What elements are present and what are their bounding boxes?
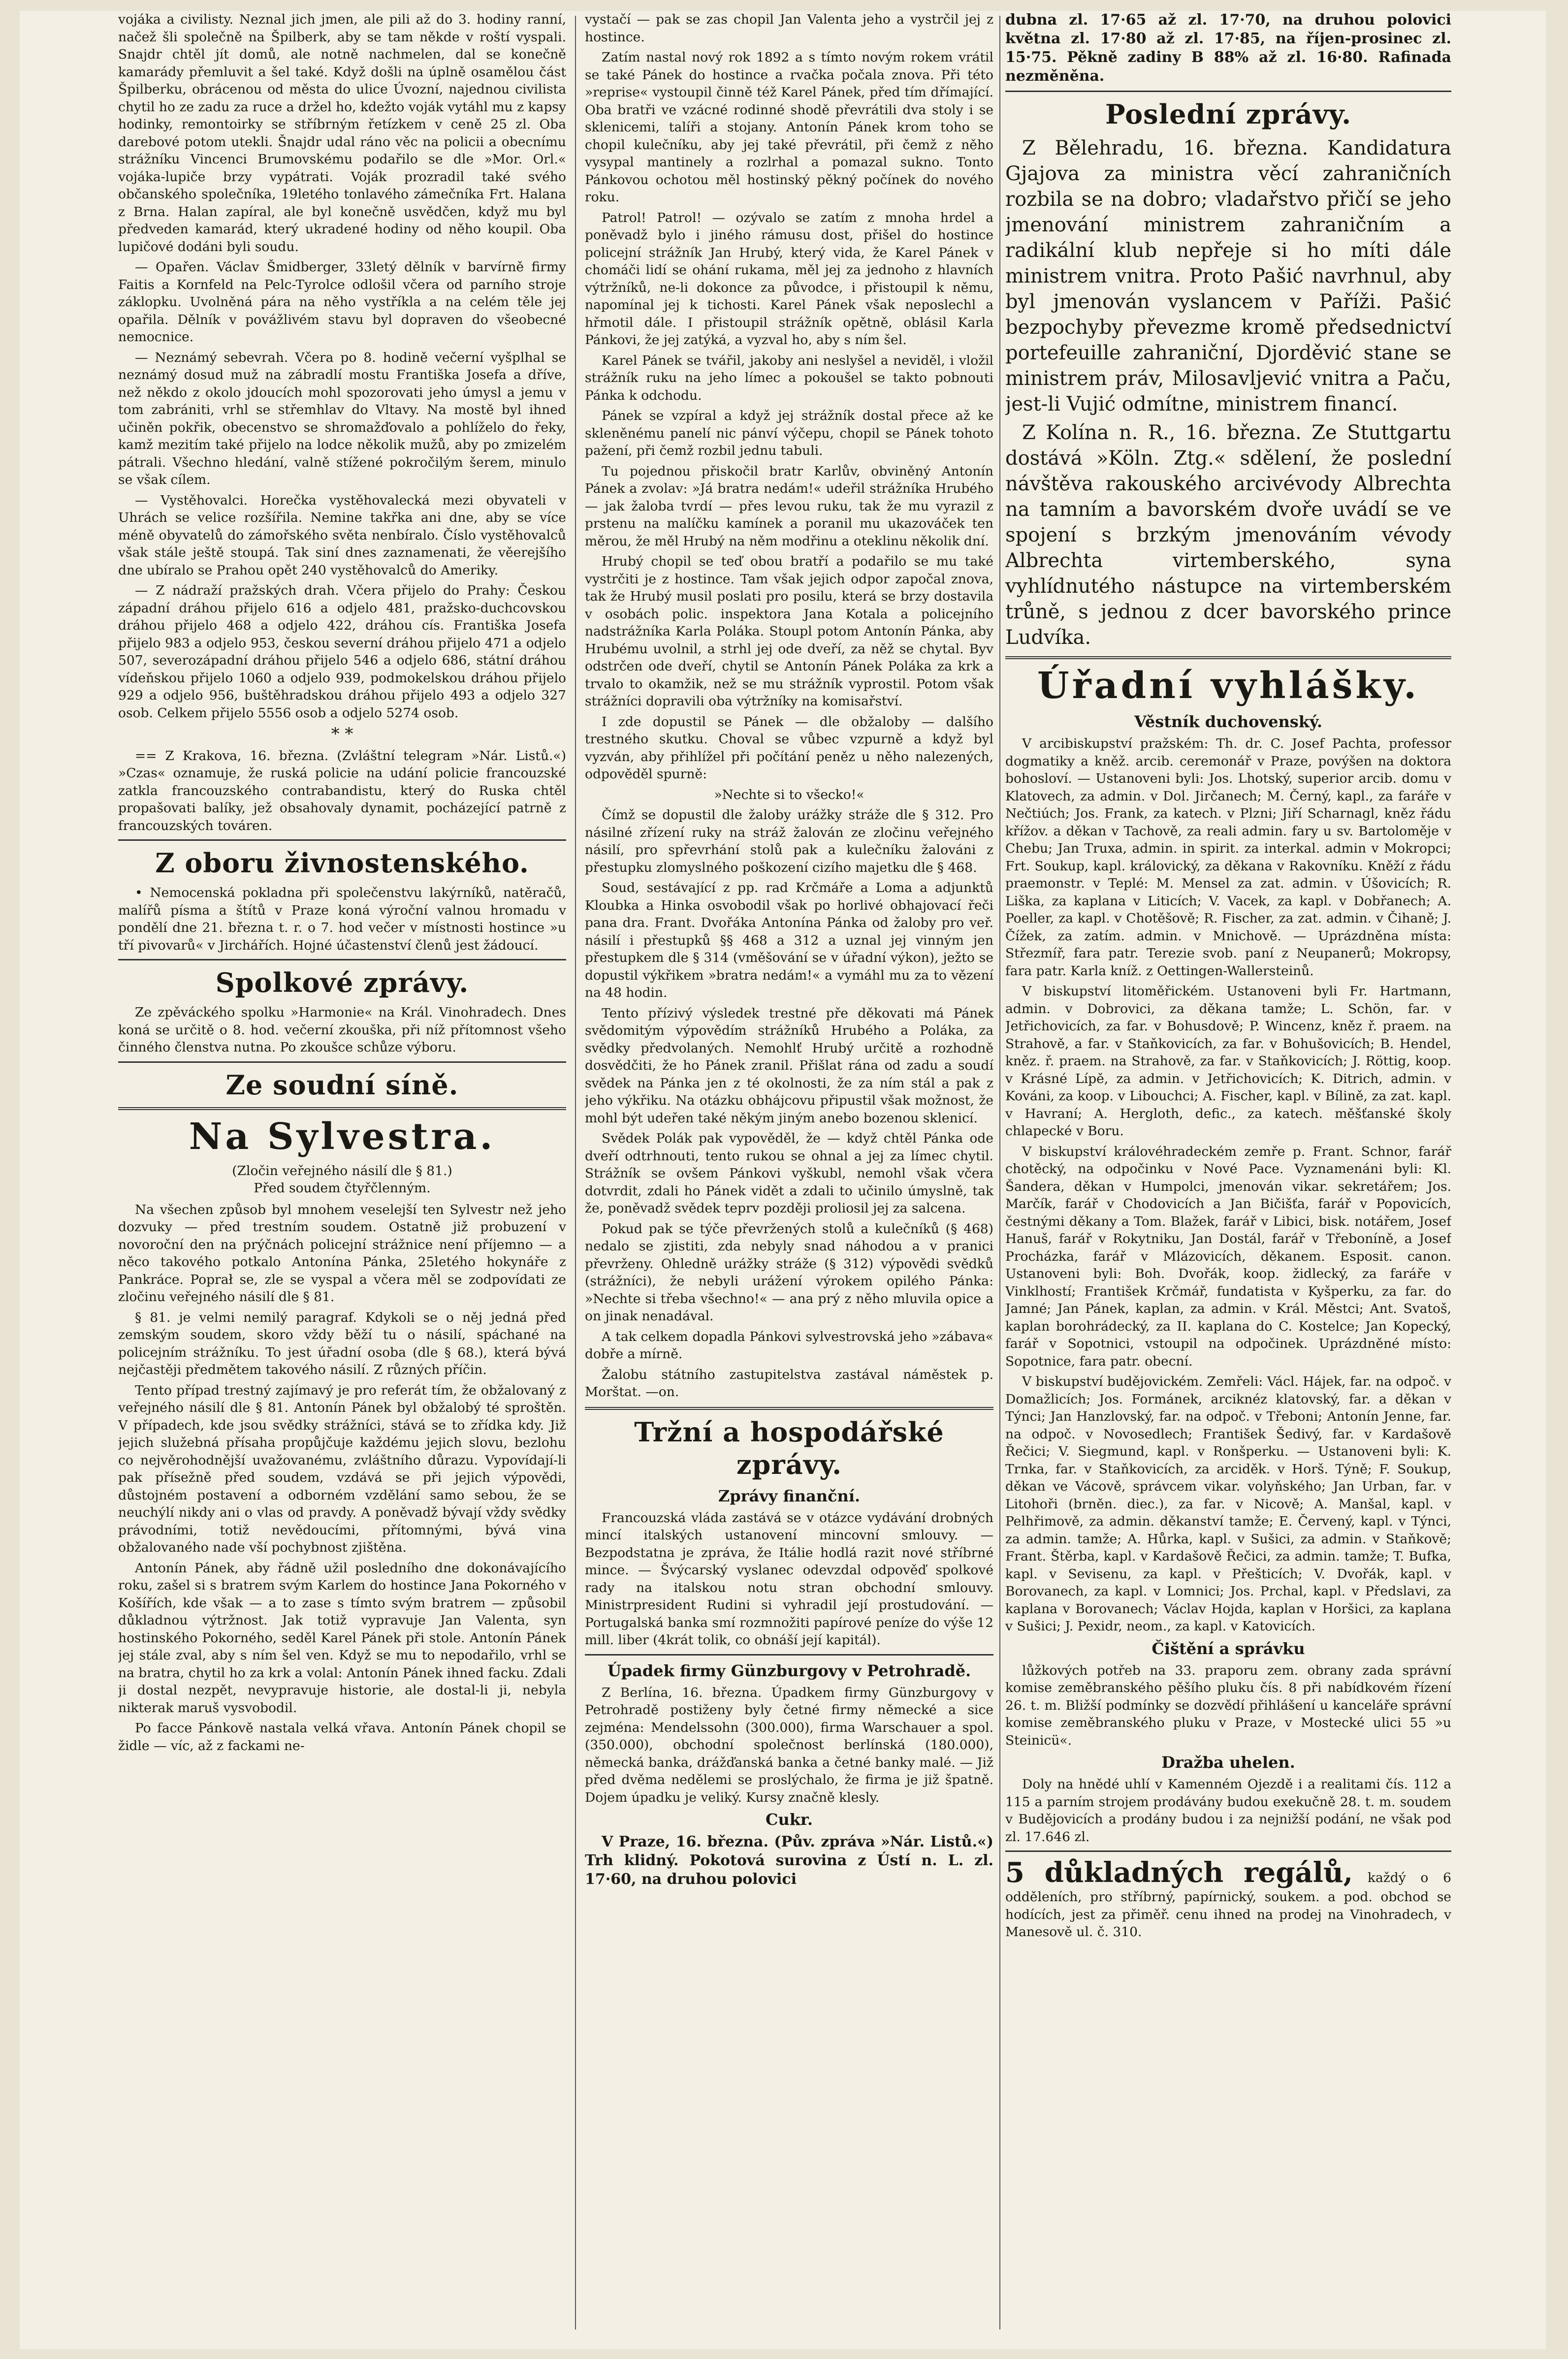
article-paragraph: Hrubý chopil se teď obou bratří a podařilo se mu také vystrčiti je z hostince. Tam však jejich odpor započal znova, tak že Hrubý musil poslati pro posilu, která se brzy dostavila v osobách polic. inspektora Jana Kotala a policejního nadstrážníka Karla Poláka. Stoupl potom Antonín Pánka, aby Hrubému uvolnil, a strhl jej ode dveří, za něž se chytal. Byv odstrčen ode dveří, chytil se Antonín Pánek Poláka za krk a trvalo to okamžik, než se mu strážník vyprostil. Potom však strážníci dopravili oba výtržníky na komisařství. — [585, 554, 993, 709]
article-paragraph: Po facce Pánkově nastala velká vřava. Antonín Pánek chopil se židle — víc, až z fackami ne- — [118, 1721, 566, 1753]
market-report: V Praze, 16. března. (Pův. zpráva »Nár. Listů.«) Trh klidný. Pokotová surovina z Ústí n. L. zl. 17·60, na druhou polovici — [585, 1833, 993, 1888]
subsection-heading-drazba: Dražba uhelen. — [1161, 1753, 1295, 1772]
article-paragraph: Svědek Polák pak vypověděl, že — když chtěl Pánka ode dveří odtrhnouti, tento rukou se ohnal a jej za límec chytil. Strážník se ovšem Pánkovi vyškubl, nemohl však včera dotvrdit, zdali ho Pánek vidět a zdali to učinilo úmyslně, tak že, poněvadž svědek teprv později proliosil jej za salcena. — [585, 1131, 993, 1216]
divider — [1005, 1850, 1451, 1852]
subsection-heading-financni: Zprávy finanční. — [718, 1486, 861, 1505]
telegram-krakov: == Z Krakova, 16. března. (Zvláštní telegram »Nár. Listů.«) »Czas« oznamuje, že ruská policie na udání policie francouzské zatkla francouzského contrabandistu, který do Ruska chtěl propašovati balíky, jež obsahovaly dynamit, pocházející patrně z francouzských továren. — [118, 748, 566, 833]
news-kolin: Z Kolína n. R., 16. března. Ze Stuttgartu dostává »Köln. Ztg.« sdělení, že poslední návštěva rakouského arcivévody Albrechta na tamním a bavorském dvoře uvádí se ve spojení s brzkým jmenováním vévody Albrechta virtemberského, syna vyhlídnutého nástupce na virtemberském trůně, s jednou z dcer bavorského prince Ludvíka. — [1005, 421, 1451, 649]
article-paragraph: vystačí — pak se zas chopil Jan Valenta jeho a vystrčil jej z hostince. — [585, 12, 993, 45]
market-report-continued: dubna zl. 17·65 až zl. 17·70, na druhou polovici května zl. 17·80 až zl. 17·85, na říjen-prosinec zl. 15·75. Pěkně zadiny B 88% až zl. 16·80. Rafinada nezměněna. — [1005, 11, 1451, 85]
article-paragraph: Pokud pak se týče převržených stolů a kulečníků (§ 468) nedalo se zjistiti, zda nebyly snad náhodou a v pranici převrženy. Ohledně urážky stráže (§ 312) výpovědi svědků (strážníci), že nebyli urážení výrokem opilého Pánka: »Nechte si třeba všechno!« — ana prý z něho mluvila opice a on jinak nenadával. — [585, 1221, 993, 1324]
subsection-heading-cukr: Cukr. — [766, 1810, 813, 1829]
article-paragraph: Čímž se dopustil dle žaloby urážky stráže dle § 312. Pro násilné zřízení ruky na stráž žalován ze zločinu veřejného násilí, pro spřevrhání stolů pak a kulečníku žalováni z přestupku zlomyslného poškození cizího majetku dle § 468. — [585, 807, 993, 875]
notice-harmonie: Ze zpěváckého spolku »Harmonie« na Král. Vinohradech. Dnes koná se určitě o 8. hod. večerní zkouška, při níž přítomnost všeho činného členstva nutna. Po zkoušce schůze výboru. — [118, 1005, 566, 1055]
divider — [1005, 91, 1451, 92]
column-rule — [575, 16, 576, 2329]
article-text: vojáka a civilisty. Neznal jich jmen, ale pili až do 3. hodiny ranní, načež šli společně na Špilberk, aby se tam někde v roští vyspali. Snajdr chtěl jít domů, ale notně nachmelen, dal se konečně kamarády přemluvit a šel také. Když došli na úplně osamělou část Špilberku, obrácenou od města do ulice Úvozní, najednou civilista chytil ho ze zadu za ruce a držel ho, kdežto voják vytáhl mu z kapsy hodinky, remontoirky se stříbrným řetízkem v ceně 25 zl. Oba darebové potom utekli. Šnajdr udal ráno věc na policii a obecnímu strážníku Vincenci Brumovskému podařilo se dle »Mor. Orl.« vojáka-lupiče brzy vypátrati. Voják prozradil také svého občanského společníka, 19letého tonlavého zámečníka Frt. Halana z Brna. Halan zapíral, ale byl konečně usvědčen, když mu byl předveden kamarád, který ukradené hodiny od něho koupil. Oba lupičové dodáni byli soudu. — [118, 12, 566, 255]
article-paragraph: Pánek se vzpíral a když jej strážník dostal přece až ke skleněnému panelí nic pánví výčepu, chopil se Pánek tohoto pažení, při čemž rozbil jednu tabuli. — [585, 408, 993, 458]
column-left — [118, 11, 566, 2334]
section-heading-uredni: Úřadní vyhlášky. — [1037, 665, 1419, 707]
article-paragraph: Antonín Pánek, aby řádně užil posledního dne dokonávajícího roku, zašel si s bratrem svým Karlem do hostince Jana Pokorného v Košířích, kde však — a to zase s tímto svým bratrem — způsobil důkladnou výtržnost. Jak totiž vypravuje Jan Valenta, syn hostinského Pokorného, seděl Karel Pánek při stole. Antonín Pánek jej stále zval, aby s ním šel ven. Když se mu to nepodařilo, vrhl se na bratra, chytil ho za krk a volal: Antonín Pánek ihned facku. Zdali ji dostal nezpět, nevypravuje historie, ale dostal-li ji, nebyla nikterak maruš vysvobodil. — [118, 1560, 566, 1716]
section-heading-zivnost: Z oboru živnostenského. — [155, 847, 529, 879]
news-item-opaření: — Opařen. Václav Šmidberger, 33letý dělník v barvírně firmy Faitis a Kornfeld na Pelc-Tyrolce odlošil včera od parního stroje záklopku. Uvolněná pára na něho vystříkla a na celém těle jej opařila. Dělník v povážlivém stavu byl dopraven do všeobecné nemocnice. — [118, 259, 566, 345]
newspaper-page — [20, 11, 1546, 2349]
news-item-nadrazi: — Z nádraží pražských drah. Včera přijelo do Prahy: Českou západní dráhou přijelo 616 a odjelo 481, pražsko-duchcovskou dráhou přijelo 468 a odjelo 422, dráhou cís. Františka Josefa přijelo 983 a odjelo 953, českou severní dráhou přijelo 471 a odjelo 507, severozápadní dráhou přijelo 546 a odjelo 686, státní dráhou vídeňskou přijelo 1060 a odjelo 939, podmokelskou dráhou přijelo 929 a odjelo 956, buštěhradskou dráhou přijelo 493 a odjelo 327 osob. Celkem přijelo 5556 osob a odjelo 5274 osob. — [118, 583, 566, 721]
section-heading-soudni: Ze soudní síně. — [225, 1069, 459, 1101]
advertisement — [1005, 1857, 1451, 1941]
notice-paragraph: V biskupství budějovickém. Zemřeli: Václ. Hájek, far. na odpoč. v Domažlicích; Jos. Formánek, arciknéz klatovský, far. a děkan v Týnci; Jan Hanzlovský, far. na odpoč. v Třeboni; Antonín Jenne, far. na odpoč. v Novosedlech; František Šedivý, far. v Kardašově Řečici; V. Siegmund, kapl. v Ronšperku. — Ustanoveni byli: K. Trnka, far. v Staňkovicích, za arciděk. v Horš. Týně; F. Soukup, děkan ve Vácově, správcem vikar. volyňského; Jan Urban, far. v Litohoři (brněn. diec.), za far. v Nicově; A. Manšal, kapl. v Pelhřimově, za admin. děkanství tamže; E. Červený, kapl. v Týnci, za admin. tamže; A. Hůrka, kapl. v Sušici, za admin. v Staňkově; Frant. Štěrba, kapl. v Kardašově Řečici, za admin. tamže; T. Bufka, kapl. v Sevisenu, za kapl. v Přešticích; V. Dvořák, kapl. v Borovanech, za kapl. v Lomnici; Jos. Prchal, kapl. v Předslavi, za kaplana v Borovanech; Václav Hojda, kaplan v Horšici, za kaplana v Sušici; J. Pexidr, neom., za kapl. v Katovicích. — [1005, 1374, 1451, 1634]
article-paragraph: Tento případ trestný zajímavý je pro referát tím, že obžalovaný z veřejného násilí dle § 81. Antonín Pánek byl obžalobý té sproštěn. V případech, kde jsou svědky strážníci, stává se to zřídka kdy. Již jejich služebná přísaha propůjčuje každému jejich slovu, bezlohu co nejvěrohodnější uvažovanému, zvláštního důrazu. Vypovídají-li pak přísežně před soudem, vzdává se při jejich výpovědi, důstojném postavení a odborném vzdělání samo sebou, že se neuchýlí nikdy ani o vlas od pravdy. A poněvadž bývají vždy svědky právodními, totiž nevědoucími, přítomnými, bývá vina obžalovaného nade vší pochybnost zjištěna. — [118, 1382, 566, 1555]
article-paragraph: Francouzská vláda zastává se v otázce vydávání drobných mincí italských ustanovení mincovní smlouvy. — Bezpodstatna je zpráva, že Itálie hodlá razit nové stříbrné mince. — Švýcarský vyslanec odevzdal odpověď spolkové rady na italskou notu stran obchodní smlouvy. Ministrpresident Rudini si vyhradil její prostudování. — Portugalská banka smí rozmnožiti papírové peníze do výše 12 mill. liber (4krát tolik, co obnáší její kapitál). — [585, 1510, 993, 1648]
article-signature: Žalobu státního zastupitelstva zastával náměstek p. Morštat. —on. — [585, 1367, 993, 1400]
column-rule — [999, 16, 1000, 2329]
notice-paragraph: V arcibiskupství pražském: Th. dr. C. Josef Pachta, professor dogmatiky a kněž. arcib. ceremonář v Praze, povýšen na doktora bohosloví. — Ustanoveni byli: Jos. Lhotský, superior arcib. domu v Klatovech, za admin. v Dol. Jirčanech; M. Černý, kapl., za faráře v Nečtiúch; Jos. Frank, za katech. v Plzni; Jiří Scharnagl, kněz řádu křížov. a děkan v Tachově, za reali admin. fary u sv. Bartoloměje v Chebu; Jan Truxa, admin. in spirit. za interkal. admin v Mokropci; Frt. Soukup, kapl. královický, za děkana v Rakovníku. Kněží z řádu praemonstr. v Teplé: M. Mensel za zat. admin. v Úšovicích; R. Liška, za kaplana v Liticích; V. Vacek, za kapl. v Dobřanech; A. Poeller, za kapl. v Chotěšově; R. Fischer, za zat. admin. v Čihaně; J. Čížek, za zatím. admin. v Mnichově. — Uprázdněna místa: Střezmíř, fara patr. Terezie svob. paní z Neupanerů; Mokropsy, fara patr. Karla kníž. z Oettingen-Wallersteinů. — [1005, 736, 1451, 979]
column-middle — [585, 11, 993, 2334]
divider — [118, 839, 566, 841]
article-subtitle: Před soudem čtyřčlenným. — [254, 1180, 431, 1196]
article-paragraph: A tak celkem dopadla Pánkovi sylvestrovská jeho »zábava« dobře a mírně. — [585, 1329, 993, 1362]
news-item-sebevrah: — Neznámý sebevrah. Včera po 8. hodině večerní vyšplhal se neznámý dosud muž na zábradlí mostu Františka Josefa a dříve, než někdo z okolo jdoucích mohl spozorovati jeho úmysl a jemu v tom zabrániti, vrhl se střemhlav do Vltavy. Na mostě byl ihned učiněn pokřik, obecenstvo se shromažďovalo a pohlíželo do řeky, kamž mezitím také přijelo na lodce několik mužů, aby po zmizelém pátrali. Všechno hledání, valně stížené pokročilým šerem, minulo se však cílem. — [118, 350, 566, 487]
section-heading-posledni: Poslední zprávy. — [1105, 98, 1351, 130]
divider — [118, 959, 566, 960]
divider — [118, 1107, 566, 1110]
article-paragraph: § 81. je velmi nemilý paragraf. Kdykoli se o něj jedná před zemským soudem, skoro vždy běží tu o násilí, spáchané na policejním strážníku. To jest úřadní osoba (dle § 68.), která bývá nejčastěji předmětem takového násilí. Z různých příčin. — [118, 1309, 566, 1377]
article-paragraph: Tu pojednou přiskočil bratr Karlův, obviněný Antonín Pánek a zvolav: »Já bratra nedám!« udeřil strážníka Hrubého — jak žaloba tvrdí — přes levou ruku, tak že mu vyrazil z prstenu na malíčku kamínek a poranil mu ukazováček ten měrou, že měl Hrubý na něm modřinu a oteklinu několik dní. — [585, 463, 993, 549]
article-paragraph: Zatím nastal nový rok 1892 a s tímto novým rokem vrátil se také Pánek do hostince a rvačka počala znova. Při této »reprise« vystoupil činně též Karel Pánek, před tím dřímající. Oba bratři ve vzácné rodinné shodě převrátili dva stoly i se sklenicemi, talíři a stojany. Antonín Pánek krom toho se chopil kulečníku, aby jej také převrátil, při čemž z něho vysypal mantinely a rozlrhal a pomazal sukno. Tonto Pánkovou ochotou měl hostinský pěkný počínek do nového roku. — [585, 50, 993, 205]
divider — [118, 1061, 566, 1063]
column-right — [1005, 11, 1451, 2334]
article-paragraph: Patrol! Patrol! — ozývalo se zatím z mnoha hrdel a poněvadž bylo i jiného rámusu dost, přišel do hostince policejní strážník Jan Hrubý, který vida, že Karel Pánek v chomáči lidí se ohání rukama, měl jej za jednoho z hlavních výtržníků, ne-li dokonce za původce, i přistoupil k němu, napomínal jej k tichosti. Karel Pánek však neposlechl a hřmotil dále. I přistoupil strážník opětně, oblásil Karla Pánkovi, že jej zatýká, a vyzval ho, aby s ním šel. — [585, 210, 993, 348]
divider — [585, 1407, 993, 1410]
ad-title: 5 důkladných regálů, — [1005, 1856, 1353, 1889]
subsection-heading-upadek: Úpadek firmy Günzburgovy v Petrohradě. — [607, 1661, 971, 1680]
divider — [585, 1654, 993, 1656]
quote: »Nechte si to všecko!« — [714, 787, 864, 802]
section-heading-spolkove: Spolkové zprávy. — [215, 967, 469, 998]
notice-paragraph: Doly na hnědé uhlí v Kamenném Ojezdě i a realitami čís. 112 a 115 a parním strojem prodávány budou exekučně 28. t. m. soudem v Budějovicích a prodány budou i za nejnižší podání, ne však pod zl. 17.646 zl. — [1005, 1777, 1451, 1845]
subsection-heading-cisteni: Čištění a správku — [1152, 1639, 1305, 1658]
section-heading-trzni: Tržní a hospodářské zprávy. — [634, 1416, 944, 1480]
notice-paragraph: lůžkových potřeb na 33. praporu zem. obrany zada správní komise zeměbranského pěšího pluku čís. 8 při nabídkovém řízení 26. t. m. Bližší podmínky se dozvědí přihlášení u kanceláře správní komise zeměbranského pluku v Praze, v Mostecké ulici 55 »u Steinicü«. — [1005, 1662, 1451, 1748]
article-paragraph: Tento přízivý výsledek trestné pře děkovati má Pánek svědomitým výpovědím strážníků Hrubého a Poláka, za svědky předvolaných. Nemohlť Hrubý určitě a rozhodně dosvědčiti, že ho Pánek zranil. Přišlat rána od zadu a soudí svědek na Pánka jen z té okolnosti, že za ním stál a pak z jeho výkřiku. Na otázku obhájcovu připustil však možnost, že mohl být udeřen také někým jiným anebo bozenou sklenicí. — [585, 1005, 993, 1126]
subsection-heading-vestnik: Věstník duchovenský. — [1134, 712, 1322, 731]
article-paragraph: Z Berlína, 16. března. Úpadkem firmy Günzburgovy v Petrohradě postiženy byly četné firmy německé a sice zejména: Mendelssohn (300.000), firma Warschauer a spol. (350.000), obchodní společnost berlínská (180.000), německá banka, drážďanská banka a četné banky malé. — Již před dvěma nedělemi se proslýchalo, že firma je již špatně. Dojem úpadku je veliký. Kursy značně klesly. — [585, 1685, 993, 1805]
news-belehrad: Z Bělehradu, 16. března. Kandidatura Gjajova za ministra věcí zahraničních rozbila se na dobro; vladařstvo přičí se jeho jmenování ministrem zahraničním a radikální klub nepřeje si ho míti dále ministrem vnitra. Proto Pašić navrhnul, aby byl jmenován vyslancem v Paříži. Pašić bezpochyby převezme kromě předsednictví portefeuille zahraniční, Djorděvić stane se ministrem práv, Milosavljević vnitra a Paču, jest-li Vujić odmítne, ministrem financí. — [1005, 137, 1451, 415]
article-paragraph: Soud, sestávající z pp. rad Krčmáře a Loma a adjunktů Kloubka a Hinka osvobodil však po horlivé obhajovací řeči pana dra. Frant. Dvořáka Antonína Pánka od žaloby pro veř. násilí i přestupků §§ 468 a 312 a uznal jej vinným jen přestupkem dle § 314 (vměšování se v úřadní výkon), ježto se dopustil výkřikem »bratra nedám!« a vymáhl mu za to vězení na 48 hodin. — [585, 880, 993, 1000]
notice-nemocenska: • Nemocenská pokladna při společenstvu lakýrníků, natěračů, malířů písma a štítů v Praze koná výroční valnou hromadu v pondělí dne 21. března t. r. o 7. hod večer v místnosti hostince »u tří pivovarů« v Jirchářích. Hojné účastenství členů jest žádoucí. — [118, 885, 566, 953]
notice-paragraph: V biskupství královéhradeckém zemře p. Frant. Schnor, farář chotěcký, na odpočinku v Nové Pace. Vyznamenáni byli: Kl. Šandera, děkan v Humpolci, jmenován vikar. sekretářem; Jos. Marčík, farář v Chodovicích a Jan Bičišťa, farář v Popovicích, čestnými děkany a Tom. Blažek, farář v Libici, bisk. notářem, Josef Hanuš, farář v Rokytniku, Jan Dostál, farář v Třeboníně, a Josef Procházka, farář v Mlázovicích, děkanem. Esposit. canon. Ustanoveni byli: Boh. Dvořák, koop. židlecký, za faráře v Vinklhostí; František Krčmář, fundatista v Kyšperku, za far. do Jamné; Jan Pánek, kaplan, za admin. v Král. Městci; Ant. Svatoš, kaplan borohrádecký, za II. kaplana do C. Kostelce; Jan Kopecký, farář v Sopotnici, vstoupil na odpočinek. Uprázdněné místo: Sopotnice, fara patr. obecní. — [1005, 1144, 1451, 1369]
news-item-vystehovalci: — Vystěhovalci. Horečka vystěhovalecká mezi obyvateli v Uhrách se velice rozšířila. Nemine takřka ani dne, aby se více méně obyvatelů do zámořského světa nenbíralo. Číslo vystěhovalců však stále ještě stoupá. Tak siní dnes zaznamenati, že věerejšího dne ubíralo se Prahou opět 240 vystěhovalců do Ameriky. — [118, 492, 566, 578]
ad-text: každý o 6 odděleních, pro stříbrný, papírnický, soukem. a pod. obchod se hodících, jest za přiměř. cenu ihned na prodej na Vinohradech, v Manesově ul. č. 310. — [1005, 1870, 1451, 1940]
article-paragraph: Na všechen způsob byl mnohem veselejší ten Sylvestr než jeho dozvuky — před trestním soudem. Ostatně již probuzení v novoroční den na prýčnách policejní strážnice není příjemno — a něco takového potkalo Antonína Pánka, 25letého hokynáře z Pankráce. Poprał se, zle se vyspal a včera měl se zodpovídati ze zločinu veřejného násilí dle § 81. — [118, 1202, 566, 1305]
article-paragraph: I zde dopustil se Pánek — dle obžaloby — dalšího trestného skutku. Choval se vůbec vzpurně a když byl vyzván, aby přihlížel při počítání peněz u něho nalezených, odpověděl spurně: — [585, 714, 993, 782]
article-title-sylvestr: Na Sylvestra. — [189, 1115, 496, 1158]
divider — [1005, 656, 1451, 659]
notice-paragraph: V biskupství litoměřickém. Ustanoveni byli Fr. Hartmann, admin. v Dobrovici, za děkana tamže; L. Schön, far. v Jetřichovicích, za far. v Bohusdově; P. Wincenz, kněz ř. praem. na Strahově, a far. v Staňkovicích, za far. v Bohušovicích; B. Hendel, kněz. ř. praem. na Strahově, za far. v Staňkovicích; J. Röttig, koop. v Krásné Lípě, za admin. v Jetřichovicích; K. Ditrich, admin. v Kováni, za koop. v Libouchci; A. Fischer, kapl. v Bílině, za zat. kapl. v Havraní; A. Hergloth, defic., za katech. měšťanské školy chlapecké v Boru. — [1005, 984, 1451, 1139]
article-subtitle: (Zločin veřejného násilí dle § 81.) — [232, 1163, 452, 1179]
separator-asterisks: * * — [331, 724, 353, 744]
article-paragraph: Karel Pánek se tvářil, jakoby ani neslyšel a neviděl, i vložil strážník ruku na jeho límec a pokoušel se takto pobnouti Pánka k odchodu. — [585, 352, 993, 403]
